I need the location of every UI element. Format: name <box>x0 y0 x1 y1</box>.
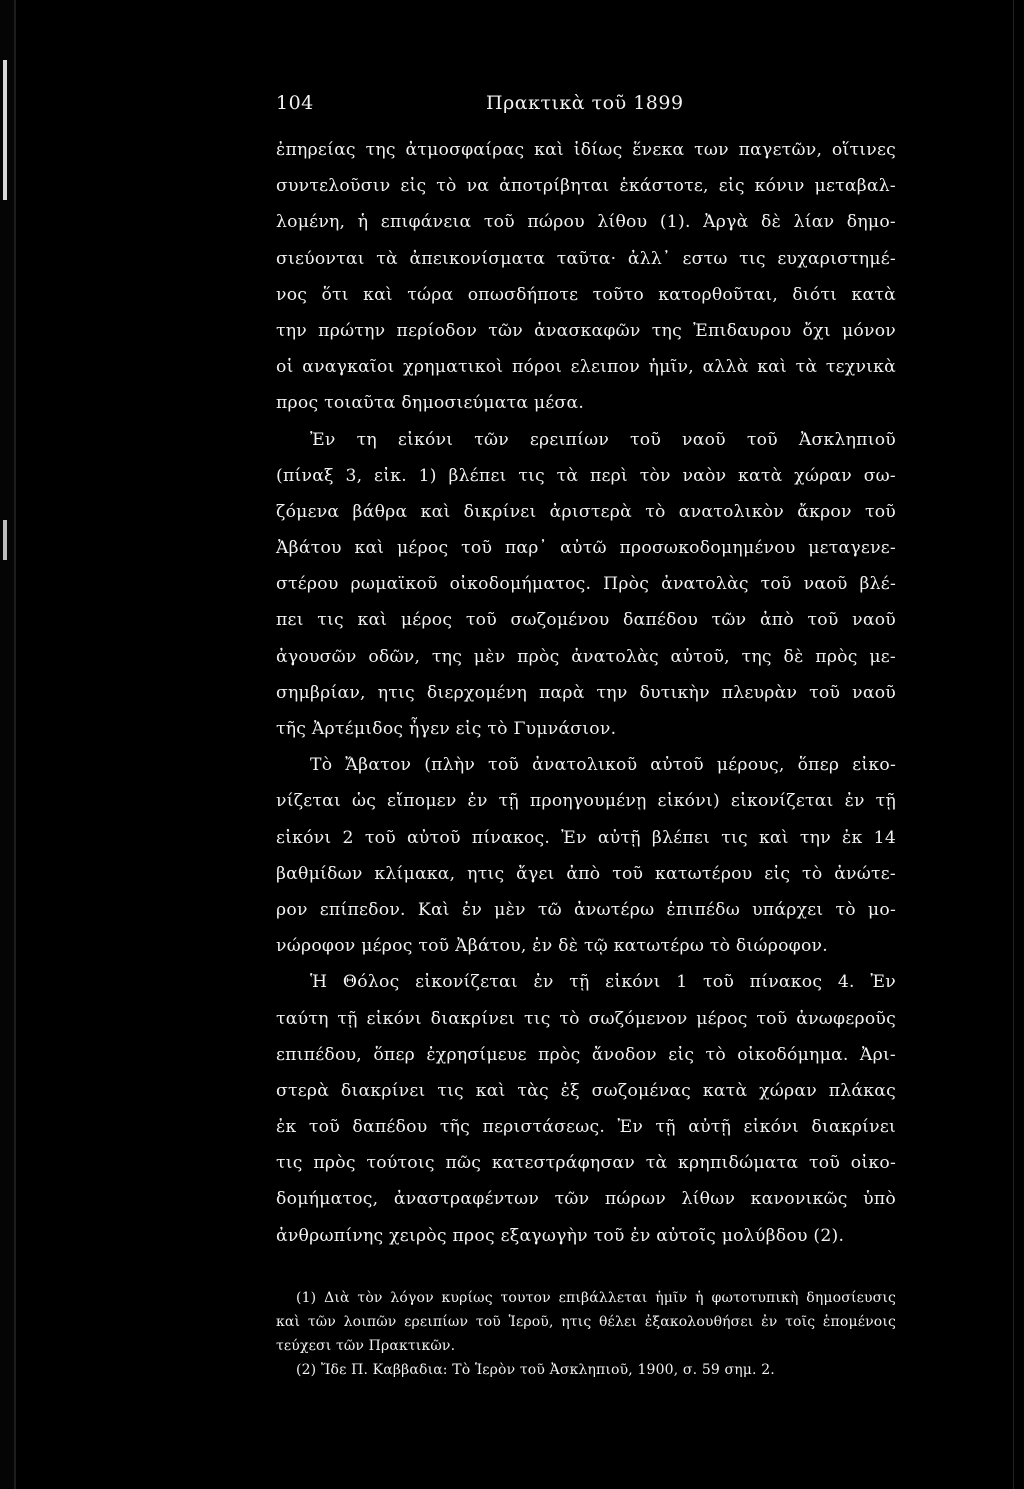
body-line: νος ὅτι καὶ τώρα οπωσδήποτε τοῦτο κατορθοῦται, διότι κατὰ <box>276 284 896 305</box>
scan-right-edge <box>1013 0 1024 1489</box>
body-line: οἱ αναγκαῖοι χρηματικοὶ πόροι ελειπον ἡμῖν, αλλὰ καὶ τὰ τεχνικὰ <box>276 357 896 378</box>
body-line: στέρου ρωμαϊκοῦ οἰκοδομήματος. Πρὸς ἀνατολὰς τοῦ ναοῦ βλέ- <box>276 574 896 595</box>
body-line: ζόμενα βάθρα καὶ δικρίνει ἀριστερὰ τὸ ανατολικὸν ἄκρον τοῦ <box>276 501 896 522</box>
body-line: Ἀβάτου καὶ μέρος τοῦ παρ᾽ αὐτῶ προσωκοδομημένου μεταγενε- <box>276 538 896 559</box>
body-line: ρον επίπεδον. Καὶ ἐν μὲν τῶ ἀνωτέρω ἐπιπέδω υπάρχει τὸ μο- <box>276 899 896 920</box>
body-line: στερὰ διακρίνει τις καὶ τὰς ἐξ σωζομένας κατὰ χώραν πλάκας <box>276 1080 896 1101</box>
body-line: ἀνθρωπίνης χειρὸς προς εξαγωγὴν τοῦ ἐν αὐτοῖς μολύβδου (2). <box>276 1225 845 1246</box>
book-page <box>276 92 896 1382</box>
page-header <box>276 92 896 132</box>
scan-left-edge <box>0 0 16 1489</box>
body-line: σημβρίαν, ητις διερχομένη παρὰ την δυτικὴν πλευρὰν τοῦ ναοῦ <box>276 682 896 703</box>
body-line: πει τις καὶ μέρος τοῦ σωζομένου δαπέδου τῶν ἀπὸ τοῦ ναοῦ <box>276 610 896 631</box>
running-title: Πρακτικὰ τοῦ 1899 <box>486 92 684 114</box>
body-line: δομήματος, ἀναστραφέντων τῶν πώρων λίθων κανονικῶς ὑπὸ <box>276 1189 896 1210</box>
body-line: νίζεται ὡς εἴπομεν ἐν τῇ προηγουμένῃ εἰκόνι) εἰκονίζεται ἐν τῇ <box>276 791 896 812</box>
body-line: Ἐν τη εἰκόνι τῶν ερειπίων τοῦ ναοῦ τοῦ Ἀσκληπιοῦ <box>310 429 896 450</box>
body-line: Ἡ Θόλος εἰκονίζεται ἐν τῇ εἰκόνι 1 τοῦ πίνακος 4. Ἐν <box>310 972 896 993</box>
body-line: ἐπηρείας της ἀτμοσφαίρας καὶ ἰδίως ἕνεκα των παγετῶν, οἵτινες <box>276 140 896 160</box>
footnote-line: (1) Διὰ τὸν λόγον κυρίως τουτον επιβάλλεται ἡμῖν ἡ φωτοτυπικὴ δημοσίευσις <box>296 1289 896 1306</box>
footnote-line: (2) Ἴδε Π. Καββαδια: Τὸ Ἱερὸν τοῦ Ἀσκληπιοῦ, 1900, σ. 59 σημ. 2. <box>296 1361 775 1378</box>
body-line: ἐκ τοῦ δαπέδου τῆς περιστάσεως. Ἐν τῇ αὐτῇ εἰκόνι διακρίνει <box>276 1117 896 1138</box>
body-line: εἰκόνι 2 τοῦ αὐτοῦ πίνακος. Ἐν αὐτῇ βλέπει τις καὶ την ἐκ 14 <box>276 827 896 848</box>
body-line: ταύτη τῇ εἰκόνι διακρίνει τις τὸ σωζόμενον μέρος τοῦ ἀνωφεροῦς <box>276 1008 896 1029</box>
body-line: (πίναξ 3, εἰκ. 1) βλέπει τις τὰ περὶ τὸν ναὸν κατὰ χώραν σω- <box>276 465 896 486</box>
body-line: σιεύονται τὰ ἀπεικονίσματα ταῦτα· ἀλλ᾽ εστω τις ευχαριστημέ- <box>276 248 896 269</box>
body-line: βαθμίδων κλίμακα, ητις ἄγει ἀπὸ τοῦ κατωτέρου εἰς τὸ ἀνώτε- <box>276 863 896 884</box>
footnote-line: τεύχεσι τῶν Πρακτικῶν. <box>276 1337 456 1354</box>
body-line: νώροφον μέρος τοῦ Ἀβάτου, ἐν δὲ τῷ κατωτέρω τὸ διώροφον. <box>276 936 828 957</box>
body-line: την πρώτην περίοδον τῶν ἀνασκαφῶν της Ἐπιδαυρου ὄχι μόνον <box>276 320 896 341</box>
body-line: λομένη, ἡ επιφάνεια τοῦ πώρου λίθου (1). Ἀργὰ δὲ λίαν δημο- <box>276 212 896 233</box>
footnotes <box>276 1286 896 1382</box>
body-line: Τὸ Ἄβατον (πλὴν τοῦ ἀνατολικοῦ αὐτοῦ μέρους, ὅπερ εἰκο- <box>310 755 896 776</box>
body-line: συντελοῦσιν εἰς τὸ να ἀποτρίβηται ἑκάστοτε, εἰς κόνιν μεταβαλ- <box>276 176 896 197</box>
body-line: τῆς Ἀρτέμιδος ἦγεν εἰς τὸ Γυμνάσιον. <box>276 719 617 739</box>
body-line: τις πρὸς τούτοις πῶς κατεστράφησαν τὰ κρηπιδώματα τοῦ οἰκο- <box>276 1153 896 1174</box>
body-line: ἀγουσῶν οδῶν, της μὲν πρὸς ἀνατολὰς αὐτοῦ, της δὲ πρὸς με- <box>276 646 896 667</box>
body-text <box>276 132 896 1254</box>
body-line: επιπέδου, ὅπερ ἐχρησίμευε πρὸς ἄνοδον εἰς τὸ οἰκοδόμημα. Ἀρι- <box>276 1044 896 1065</box>
body-line: προς τοιαῦτα δημοσιεύματα μέσα. <box>276 393 585 414</box>
footnote-line: καὶ τῶν λοιπῶν ερειπίων τοῦ Ἱεροῦ, ητις θέλει ἐξακολουθήσει ἐν τοῖς ἑπομένοις <box>276 1313 896 1330</box>
page-number: 104 <box>276 92 314 114</box>
